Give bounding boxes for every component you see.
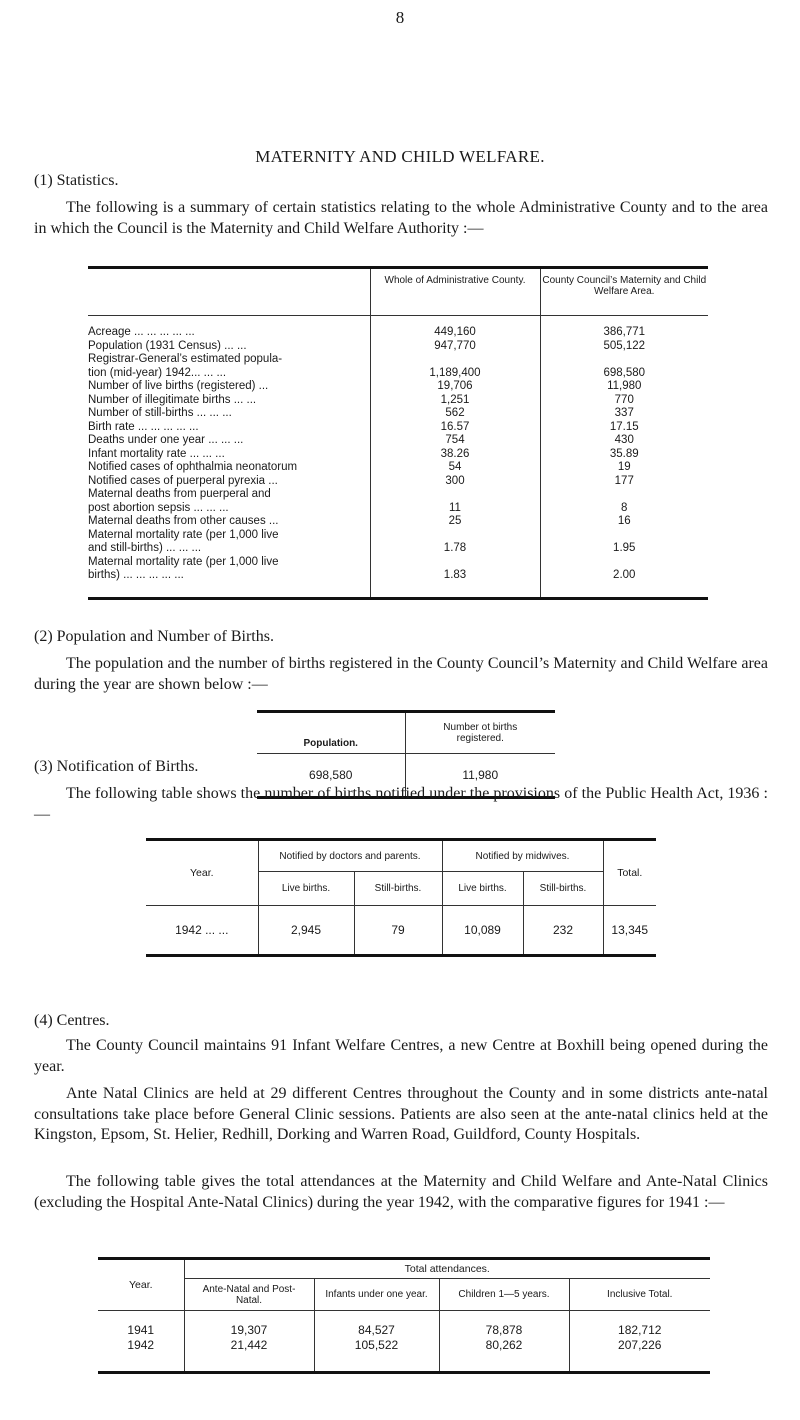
row-label-line: Population (1931 Census) ... ... (88, 339, 247, 352)
whole-county-value: 25 (370, 515, 540, 529)
table-row (88, 475, 708, 489)
table-row (146, 906, 656, 956)
section-4-para-2: Ante Natal Clinics are held at 29 different Centres throughout the County and in some districts ante-natal consultations take place before General Clinic sessions. Patients are also seen at the ante-natal clinics held at the Kingston, Epsom, St. Helier, Redhill, Dorking and Warren Road, Guildford, County Hospitals. (34, 1085, 768, 1143)
row-label-line: Number of still-births ... ... ... (88, 407, 232, 419)
row-label-line: post abortion sepsis ... ... ... (88, 501, 229, 514)
col-head-year: Year. (98, 1259, 184, 1311)
table-row (88, 340, 708, 354)
whole-county-value: 11 (370, 488, 540, 515)
total-births: 13,345 (611, 923, 649, 937)
doctor-still-births: 79 (354, 906, 442, 956)
council-area-value: 16 (617, 515, 631, 527)
col-head-whole-county: Whole of Administrative County. (370, 268, 540, 316)
inclusive-total-value: 207,226 (618, 1338, 662, 1352)
col-head-year: Year. (146, 840, 258, 906)
council-area-value: 17.15 (609, 420, 639, 433)
whole-county-value: 19,706 (370, 380, 540, 394)
whole-county-value: 449,160 (370, 316, 540, 340)
sub-head-inclusive-total: Inclusive Total. (569, 1279, 710, 1311)
midwife-still-births: 232 (523, 906, 603, 956)
infants-value: 84,527 (314, 1311, 439, 1339)
council-area-value: 2.00 (613, 569, 636, 581)
council-area-value: 430 (614, 434, 634, 446)
ante-post-natal-value: 19,307 (184, 1311, 314, 1339)
statistics-header-row (88, 268, 708, 316)
row-label-line: Maternal mortality rate (per 1,000 live (88, 555, 279, 568)
council-area-value: 177 (614, 474, 634, 487)
sub-head-infants: Infants under one year. (314, 1279, 439, 1311)
population-value: 698,580 (257, 754, 405, 798)
council-area-value: 35.89 (609, 447, 639, 460)
section-1-intro: The following is a summary of certain statistics relating to the whole Administrative County and to the area in which the Council is the Maternity and Child Welfare Authority :— (34, 199, 768, 237)
children-value: 80,262 (439, 1338, 569, 1373)
infants-value: 105,522 (314, 1338, 439, 1373)
row-label-line: tion (mid-year) 1942... ... ... (88, 366, 227, 379)
attendances-body (98, 1311, 710, 1373)
table-row (88, 353, 708, 380)
table-row (88, 529, 708, 556)
births-registered-value: 11,980 (462, 768, 499, 782)
whole-county-value: 754 (370, 434, 540, 448)
attendances-table (98, 1257, 710, 1374)
row-label-line: Infant mortality rate ... ... ... (88, 447, 225, 460)
council-area-value: 1.95 (613, 542, 636, 554)
row-year: 1942 ... ... (146, 906, 258, 956)
midwife-live-births: 10,089 (442, 906, 523, 956)
doctor-live-births: 2,945 (258, 906, 354, 956)
row-label-line: Number of illegitimate births ... ... (88, 393, 257, 406)
page-number: 8 (395, 8, 405, 27)
row-label-line: Deaths under one year ... ... ... (88, 434, 244, 446)
section-4-heading: (4) Centres. (34, 1012, 110, 1029)
table-row (88, 407, 708, 421)
sub-head-midwife-live: Live births. (442, 872, 523, 906)
whole-county-value: 1,251 (370, 394, 540, 408)
row-label-line: Acreage ... ... ... ... ... (88, 326, 195, 338)
council-area-value: 386,771 (603, 326, 646, 338)
col-head-midwives: Notified by midwives. (442, 840, 603, 872)
statistics-table (88, 266, 708, 600)
ante-post-natal-value: 21,442 (184, 1338, 314, 1373)
row-label-line: Maternal deaths from puerperal and (88, 488, 271, 500)
row-label-line: Registrar-General’s estimated popula- (88, 353, 283, 365)
table-row (88, 316, 708, 340)
col-head-doctors-parents: Notified by doctors and parents. (258, 840, 442, 872)
row-label-line: births) ... ... ... ... ... (88, 569, 184, 581)
section-4-para-1: The County Council maintains 91 Infant Welfare Centres, a new Centre at Boxhill being opened during the year. (34, 1037, 768, 1075)
section-4-para-3: The following table gives the total attendances at the Maternity and Child Welfare and Ante-Natal Clinics (excluding the Hospital Ante-Natal Clinics) during the year 1942, with the comparative figures for 1941 :— (34, 1173, 768, 1211)
row-label-line: Notified cases of puerperal pyrexia ... (88, 474, 278, 487)
table-row (98, 1311, 710, 1339)
whole-county-value: 1,189,400 (370, 353, 540, 380)
section-3-intro: The following table shows the number of births notified under the provisions of the Public Health Act, 1936 :— (34, 785, 768, 823)
row-label-line: Maternal deaths from other causes ... (88, 515, 279, 527)
section-3-heading: (3) Notification of Births. (34, 758, 199, 775)
col-head-births-registered: Number ot births registered. (405, 712, 555, 754)
section-2-intro: The population and the number of births registered in the County Council’s Maternity and Child Welfare area during the year are shown below :— (34, 655, 768, 693)
council-area-value: 8 (621, 501, 628, 514)
council-area-value: 698,580 (603, 366, 646, 379)
col-head-population: Population. (257, 712, 405, 754)
section-1-heading: (1) Statistics. (34, 172, 119, 189)
notification-table (146, 838, 656, 957)
sub-head-children: Children 1—5 years. (439, 1279, 569, 1311)
whole-county-value: 54 (370, 461, 540, 475)
council-area-value: 19 (617, 461, 631, 473)
table-row (88, 461, 708, 475)
sub-head-doctor-live: Live births. (258, 872, 354, 906)
col-head-total-attendances: Total attendances. (184, 1259, 710, 1279)
whole-county-value: 1.78 (370, 529, 540, 556)
statistics-body (88, 316, 708, 599)
council-area-value: 770 (614, 393, 634, 406)
table-row (88, 394, 708, 408)
sub-head-midwife-still: Still-births. (523, 872, 603, 906)
whole-county-value: 947,770 (370, 340, 540, 354)
row-label-line: and still-births) ... ... ... (88, 542, 202, 554)
council-area-value: 337 (614, 407, 634, 419)
row-label-line: Birth rate ... ... ... ... ... (88, 420, 199, 433)
table-row (88, 421, 708, 435)
col-head-total: Total. (603, 840, 656, 906)
row-label-line: Number of live births (registered) ... (88, 380, 269, 392)
table-row (88, 515, 708, 529)
table-row (88, 380, 708, 394)
whole-county-value: 16.57 (370, 421, 540, 435)
council-area-value: 11,980 (607, 380, 642, 392)
row-label-line: Notified cases of ophthalmia neonatorum (88, 461, 298, 473)
whole-county-value: 1.83 (370, 556, 540, 599)
table-row (88, 434, 708, 448)
col-head-council-area: County Council’s Maternity and Child Welfare Area. (540, 268, 708, 316)
children-value: 78,878 (439, 1311, 569, 1339)
row-year: 1941 (98, 1311, 184, 1339)
table-row (88, 488, 708, 515)
row-year: 1942 (98, 1338, 184, 1373)
page-title: MATERNITY AND CHILD WELFARE. (255, 147, 545, 166)
whole-county-value: 562 (370, 407, 540, 421)
sub-head-doctor-still: Still-births. (354, 872, 442, 906)
table-row (88, 556, 708, 599)
inclusive-total-value: 182,712 (618, 1323, 662, 1337)
whole-county-value: 38.26 (370, 448, 540, 462)
row-label-line: Maternal mortality rate (per 1,000 live (88, 528, 279, 541)
sub-head-ante-post-natal: Ante-Natal and Post-Natal. (184, 1279, 314, 1311)
table-row (98, 1338, 710, 1373)
council-area-value: 505,122 (603, 339, 646, 352)
section-2-heading: (2) Population and Number of Births. (34, 628, 274, 645)
table-row (88, 448, 708, 462)
whole-county-value: 300 (370, 475, 540, 489)
